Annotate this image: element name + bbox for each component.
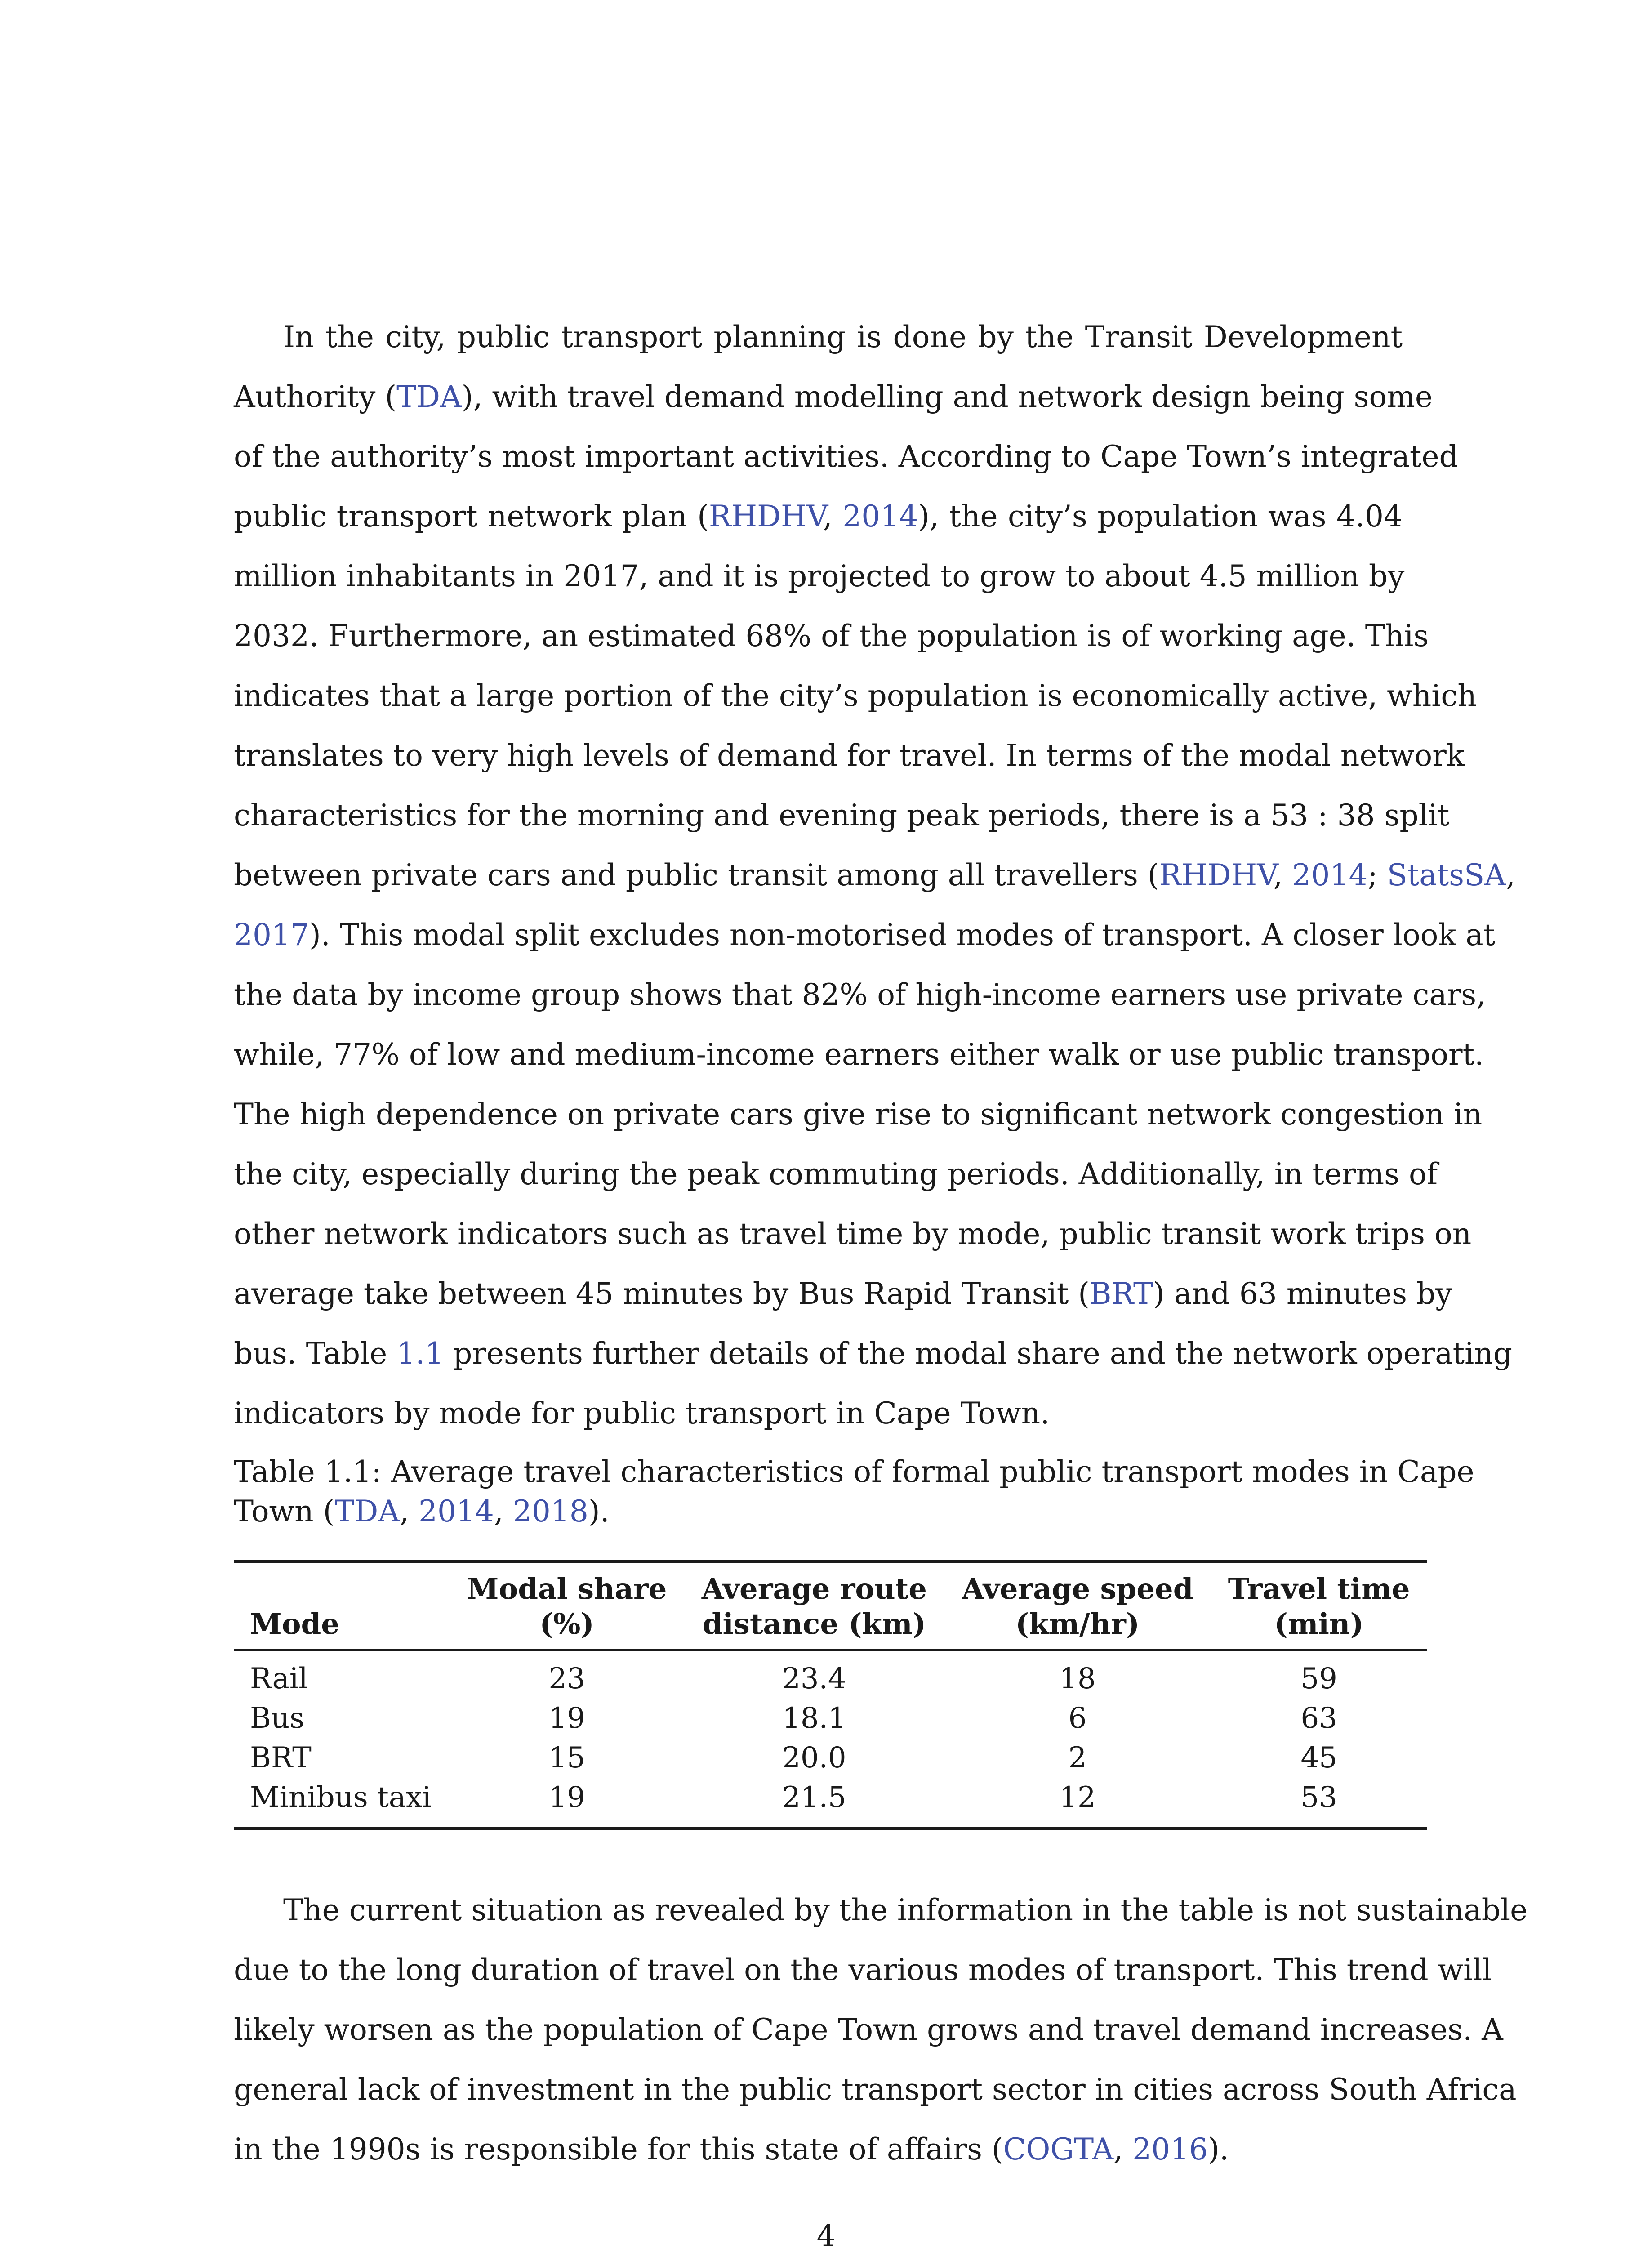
cell-average-speed: 18 — [1059, 1662, 1096, 1695]
cell-route-distance: 20.0 — [782, 1741, 846, 1775]
table-reference-link[interactable]: 1.1 — [396, 1336, 444, 1371]
text-line: indicators by mode for public transport in Cape Town. — [234, 1396, 1050, 1431]
text-line: due to the long duration of travel on the various modes of transport. This trend will — [234, 1953, 1492, 1987]
table-row — [234, 1778, 1427, 1829]
text-line: while, 77% of low and medium-income earners either walk or use public transport. — [234, 1037, 1484, 1072]
citation-link-rhdhv[interactable]: RHDHV — [1159, 858, 1274, 892]
citation-link-year[interactable]: 2018 — [512, 1494, 588, 1529]
cell-modal-share: 23 — [548, 1662, 585, 1695]
cell-average-speed: 12 — [1059, 1781, 1096, 1814]
header-route-distance: Average route distance (km) — [701, 1572, 927, 1641]
text-line: likely worsen as the population of Cape Town grows and travel demand increases. A — [234, 2012, 1503, 2047]
text-line: The high dependence on private cars give rise to significant network congestion in — [234, 1097, 1483, 1132]
text-line: public transport network plan (RHDHV, 2014), the city’s population was 4.04 — [234, 499, 1403, 534]
citation-link-tda[interactable]: TDA — [396, 379, 462, 414]
cell-modal-share: 19 — [548, 1702, 585, 1735]
text-line: Authority (TDA), with travel demand modelling and network design being some — [234, 379, 1433, 414]
text-line: million inhabitants in 2017, and it is projected to grow to about 4.5 million by — [234, 559, 1405, 593]
table-row — [234, 1738, 1427, 1778]
header-travel-time: Travel time (min) — [1228, 1572, 1410, 1641]
header-modal-share: Modal share (%) — [467, 1572, 667, 1641]
text-line: the city, especially during the peak commuting periods. Additionally, in terms of — [234, 1157, 1438, 1191]
cell-modal-share: 19 — [548, 1781, 585, 1814]
citation-link-cogta[interactable]: COGTA — [1003, 2132, 1114, 2167]
travel-characteristics-table — [234, 1560, 1427, 1830]
cell-travel-time: 53 — [1300, 1781, 1337, 1814]
text-line: characteristics for the morning and evening peak periods, there is a 53 : 38 split — [234, 798, 1450, 833]
citation-link-statssa[interactable]: StatsSA — [1387, 858, 1506, 892]
body-paragraph-2 — [234, 1880, 1528, 2179]
table-row — [234, 1650, 1427, 1699]
citation-link-year[interactable]: 2014 — [1292, 858, 1368, 892]
cell-route-distance: 23.4 — [782, 1662, 846, 1695]
text-line: of the authority’s most important activities. According to Cape Town’s integrated — [234, 439, 1458, 474]
cell-route-distance: 21.5 — [782, 1781, 846, 1814]
caption-line: Table 1.1: Average travel characteristics of formal public transport modes in Cape — [234, 1454, 1474, 1489]
table-header-row — [234, 1561, 1427, 1650]
citation-link-year[interactable]: 2014 — [418, 1494, 494, 1529]
cell-mode: BRT — [250, 1741, 312, 1775]
text-line: other network indicators such as travel time by mode, public transit work trips on — [234, 1217, 1472, 1251]
cell-mode: Bus — [250, 1702, 305, 1735]
header-average-speed: Average speed (km/hr) — [962, 1572, 1193, 1641]
cell-average-speed: 6 — [1068, 1702, 1087, 1735]
text-line: general lack of investment in the public transport sector in cities across South Africa — [234, 2072, 1517, 2107]
acronym-link-brt[interactable]: BRT — [1089, 1276, 1153, 1311]
text-line: In the city, public transport planning is done by the Transit Development — [283, 320, 1403, 354]
text-line: between private cars and public transit among all travellers (RHDHV, 2014; StatsSA, — [234, 858, 1515, 892]
citation-link-tda[interactable]: TDA — [334, 1494, 400, 1529]
text-line: in the 1990s is responsible for this state of affairs (COGTA, 2016). — [234, 2132, 1229, 2167]
body-paragraph-1 — [234, 307, 1515, 1443]
citation-link-rhdhv[interactable]: RHDHV — [708, 499, 823, 534]
text-line: translates to very high levels of demand for travel. In terms of the modal network — [234, 738, 1465, 773]
table-caption — [234, 1452, 1474, 1531]
cell-average-speed: 2 — [1068, 1741, 1087, 1775]
cell-mode: Rail — [250, 1662, 308, 1695]
citation-link-year[interactable]: 2014 — [842, 499, 918, 534]
text-line: indicates that a large portion of the city’s population is economically active, which — [234, 678, 1477, 713]
text-line: 2032. Furthermore, an estimated 68% of the population is of working age. This — [234, 619, 1429, 653]
page-number: 4 — [816, 2219, 836, 2248]
text-line: bus. Table 1.1 presents further details of the modal share and the network operating — [234, 1336, 1513, 1371]
cell-modal-share: 15 — [548, 1741, 585, 1775]
citation-link-year[interactable]: 2017 — [234, 918, 309, 952]
caption-line: Town (TDA, 2014, 2018). — [234, 1494, 610, 1529]
cell-mode: Minibus taxi — [250, 1781, 432, 1814]
cell-travel-time: 45 — [1300, 1741, 1337, 1775]
text-line: The current situation as revealed by the information in the table is not sustainable — [283, 1893, 1528, 1927]
text-line: the data by income group shows that 82% of high-income earners use private cars, — [234, 977, 1486, 1012]
citation-link-year[interactable]: 2016 — [1132, 2132, 1208, 2167]
header-mode: Mode — [250, 1607, 339, 1641]
text-line: average take between 45 minutes by Bus Rapid Transit (BRT) and 63 minutes by — [234, 1276, 1452, 1311]
cell-route-distance: 18.1 — [782, 1702, 846, 1735]
table-row — [234, 1699, 1427, 1738]
text-line: 2017). This modal split excludes non-motorised modes of transport. A closer look at — [234, 918, 1496, 952]
cell-travel-time: 59 — [1300, 1662, 1337, 1695]
cell-travel-time: 63 — [1300, 1702, 1337, 1735]
